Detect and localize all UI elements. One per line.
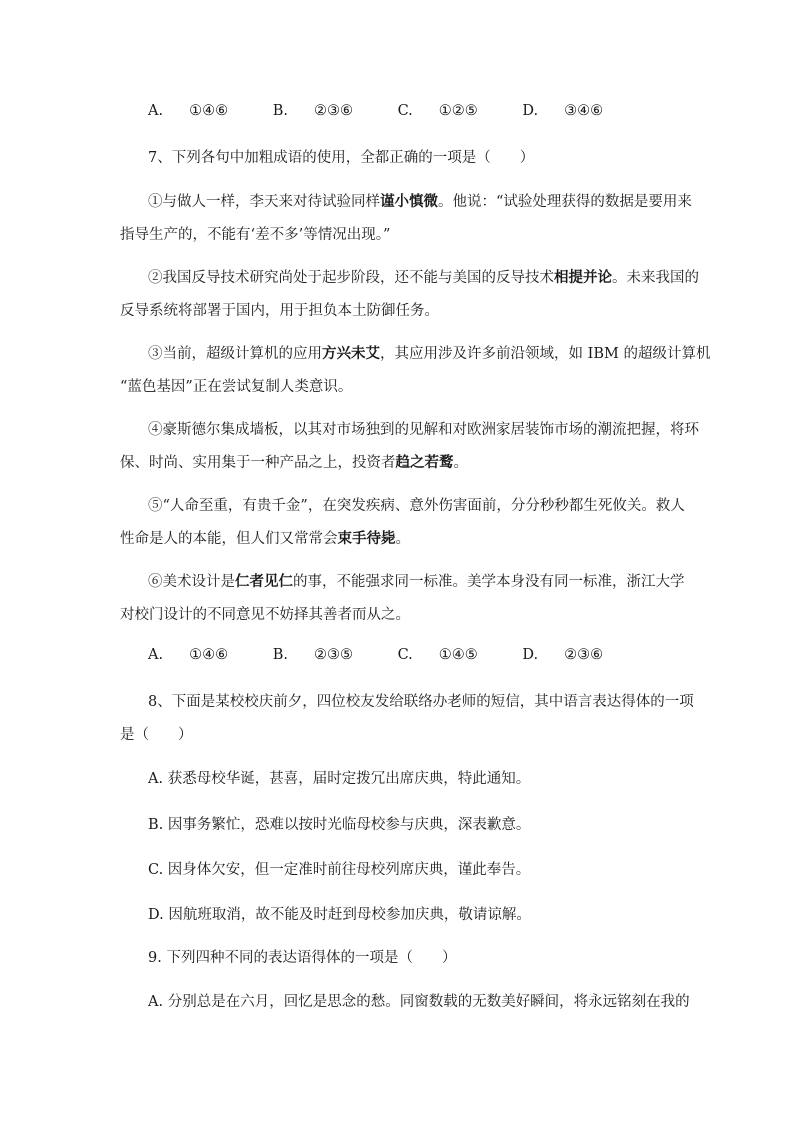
- q6-option-b: B. ②③⑥: [272, 103, 353, 119]
- q7-item-5-line1: ⑤“人命至重，有贵千金”，在突发疾病、意外伤害面前，分分秒秒都生死攸关。救人: [148, 498, 685, 514]
- q7-option-a: A. ①④⑥: [148, 647, 229, 663]
- q7-item-2-line1: ②我国反导技术研究尚处于起步阶段，还不能与美国的反导技术相提并论。未来我国的: [148, 269, 699, 286]
- q7-item-6-idiom: 仁者见仁: [235, 573, 293, 590]
- q7-item-1-idiom: 谨小慎微: [380, 193, 438, 210]
- q8-option-d: D. 因航班取消，故不能及时赶到母校参加庆典，敬请谅解。: [148, 907, 531, 923]
- q8-stem-line2: 是（ ）: [120, 727, 193, 743]
- q8-stem-line1: 8、下面是某校校庆前夕，四位校友发给联络办老师的短信，其中语言表达得体的一项: [148, 694, 694, 710]
- q8-option-b: B. 因事务繁忙，恐难以按时光临母校参与庆典，深表歉意。: [148, 817, 531, 833]
- q7-item-4-idiom: 趋之若鹜: [395, 454, 454, 471]
- q7-item-3-idiom: 方兴未艾: [322, 345, 380, 362]
- q7-item-3-line1: ③当前，超级计算机的应用方兴未艾，其应用涉及许多前沿领域，如 IBM 的超级计算机: [148, 345, 711, 362]
- q7-option-d: D. ②③⑥: [522, 647, 604, 663]
- q6-option-a: A. ①④⑥: [148, 103, 229, 119]
- q7-options: [148, 647, 676, 663]
- q7-item-5-line2: 性命是人的本能，但人们又常常会束手待毙。: [120, 530, 410, 547]
- q7-item-4-line1: ④豪斯德尔集成墙板，以其对市场独到的见解和对欧洲家居装饰市场的潮流把握，将环: [148, 422, 699, 438]
- q7-option-c: C. ①④⑤: [397, 647, 478, 663]
- q6-options: [148, 103, 676, 119]
- q7-item-1-line1: ①与做人一样，李天来对待试验同样谨小慎微。他说：“试验处理获得的数据是要用来: [148, 193, 692, 210]
- q9-option-a: A. 分别总是在六月，回忆是思念的愁。同窗数载的无数美好瞬间，将永远铭刻在我的: [148, 994, 690, 1010]
- q7-option-b: B. ②③⑤: [272, 647, 353, 663]
- q6-option-d: D. ③④⑥: [522, 103, 604, 119]
- q7-item-4-line2: 保、时尚、实用集于一种产品之上，投资者趋之若鹜。: [120, 454, 468, 471]
- q7-item-6-line1: ⑥美术设计是仁者见仁的事，不能强求同一标准。美学本身没有同一标准，浙江大学: [148, 573, 685, 590]
- q8-option-a: A. 获悉母校华诞，甚喜，届时定拨冗出席庆典，特此通知。: [148, 771, 531, 787]
- q7-item-5-idiom: 束手待毙: [337, 530, 396, 547]
- q7-item-1-line2: 指导生产的，不能有‘差不多’等情况出现。”: [120, 227, 391, 243]
- q7-item-3-line2: “蓝色基因”正在尝试复制人类意识。: [120, 379, 353, 395]
- q7-item-2-line2: 反导系统将部署于国内，用于担负本土防御任务。: [120, 303, 439, 319]
- q6-option-c: C. ①②⑤: [397, 103, 478, 119]
- q9-stem: 9. 下列四种不同的表达语得体的一项是（ ）: [148, 950, 457, 966]
- q7-stem: 7、下列各句中加粗成语的使用，全都正确的一项是（ ）: [148, 150, 535, 166]
- q7-item-2-idiom: 相提并论: [554, 269, 612, 286]
- q8-option-c: C. 因身体欠安，但一定准时前往母校列席庆典，谨此奉告。: [148, 862, 531, 878]
- q7-item-6-line2: 对校门设计的不同意见不妨择其善者而从之。: [120, 607, 410, 623]
